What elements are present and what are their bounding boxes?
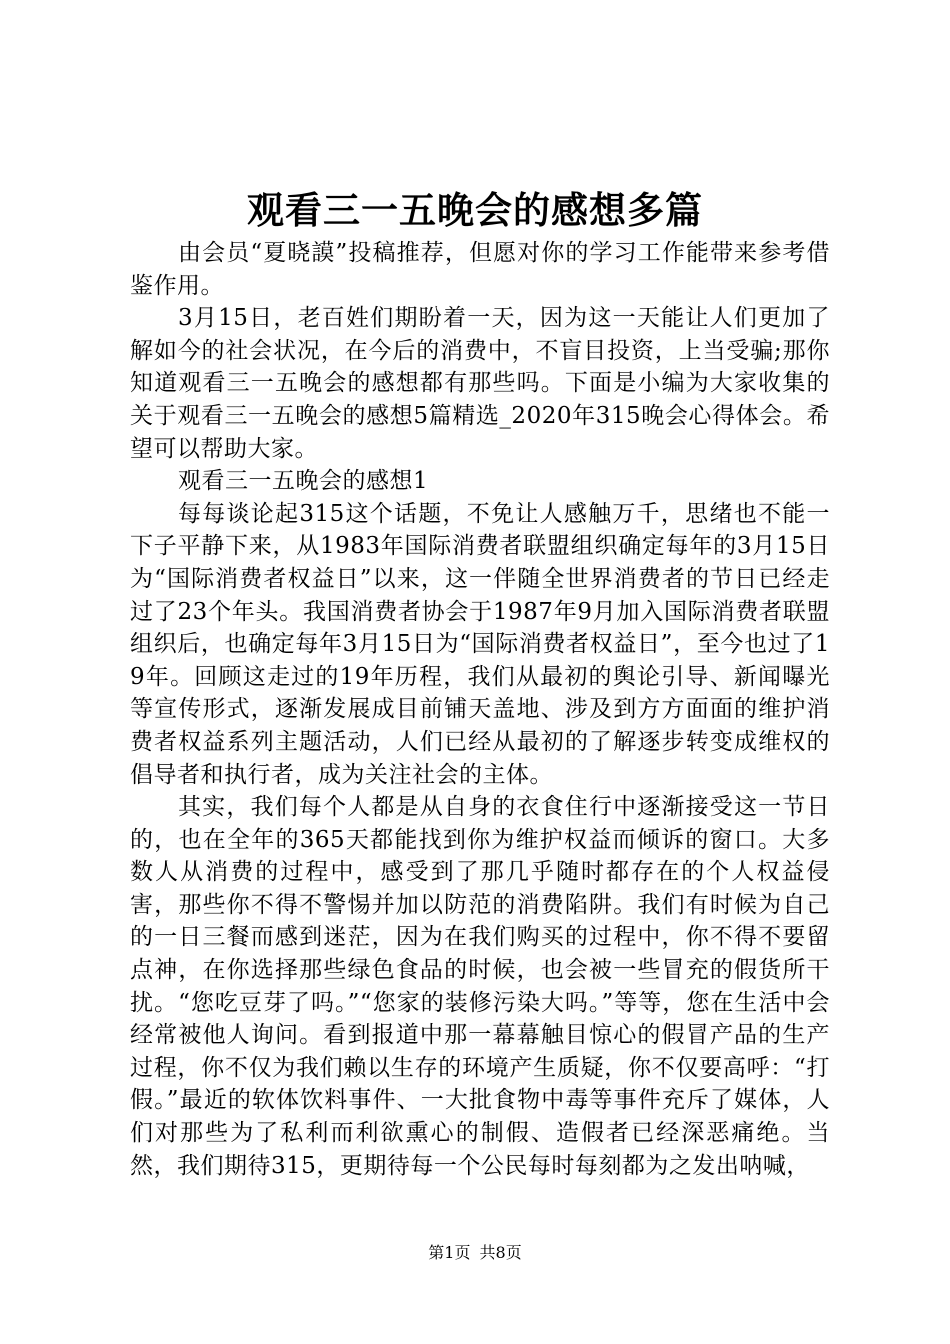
page-number: 第1页 (428, 1243, 471, 1262)
document-body (130, 237, 830, 1182)
intro-paragraph: 由会员“夏晓謨”投稿推荐，但愿对你的学习工作能带来参考借鉴作用。 (130, 240, 830, 299)
document-title: 观看三一五晚会的感想多篇 (247, 188, 703, 232)
summary-paragraph: 3月15日，老百姓们期盼着一天，因为这一天能让人们更加了解如今的社会状况，在今后的消费中，不盲目投资，上当受骗;那你知道观看三一五晚会的感想都有那些吗。下面是小编为大家收集的关于观看三一五晚会的感想5篇精选_2020年315晚会心得体会。希望可以帮助大家。 (130, 305, 830, 462)
body-paragraph: 其实，我们每个人都是从自身的衣食住行中逐渐接受这一节日的，也在全年的365天都能找到你为维护权益而倾诉的窗口。大多数人从消费的过程中，感受到了那几乎随时都存在的个人权益侵害，那些你不得不警惕并加以防范的消费陷阱。我们有时候为自己的一日三餐而感到迷茫，因为在我们购买的过程中，你不得不要留点神，在你选择那些绿色食品的时候，也会被一些冒充的假货所干扰。“您吃豆芽了吗。”“您家的装修污染大吗。”等等，您在生活中会经常被他人询问。看到报道中那一幕幕触目惊心的假冒产品的生产过程，你不仅为我们赖以生存的环境产生质疑，你不仅要高呼：“打假。”最近的软体饮料事件、一大批食物中毒等事件充斥了媒体，人们对那些为了私利而利欲熏心的制假、造假者已经深恶痛绝。当然，我们期待315，更期待每一个公民每时每刻都为之发出呐喊， (130, 794, 830, 1179)
body-paragraph: 每每谈论起315这个话题，不免让人感触万千，思绪也不能一下子平静下来，从1983年国际消费者联盟组织确定每年的3月15日为“国际消费者权益日”以来，这一伴随全世界消费者的节日已经走过了23个年头。我国消费者协会于1987年9月加入国际消费者联盟组织后，也确定每年3月15日为“国际消费者权益日”，至今也过了19年。回顾这走过的19年历程，我们从最初的舆论引导、新闻曝光等宣传形式，逐渐发展成目前铺天盖地、涉及到方方面面的维护消费者权益系列主题活动，人们已经从最初的了解逐步转变成维权的倡导者和执行者，成为关注社会的主体。 (130, 500, 830, 788)
page-footer (0, 1241, 950, 1265)
page-total: 共8页 (479, 1243, 522, 1262)
section-heading: 观看三一五晚会的感想1 (178, 468, 429, 495)
